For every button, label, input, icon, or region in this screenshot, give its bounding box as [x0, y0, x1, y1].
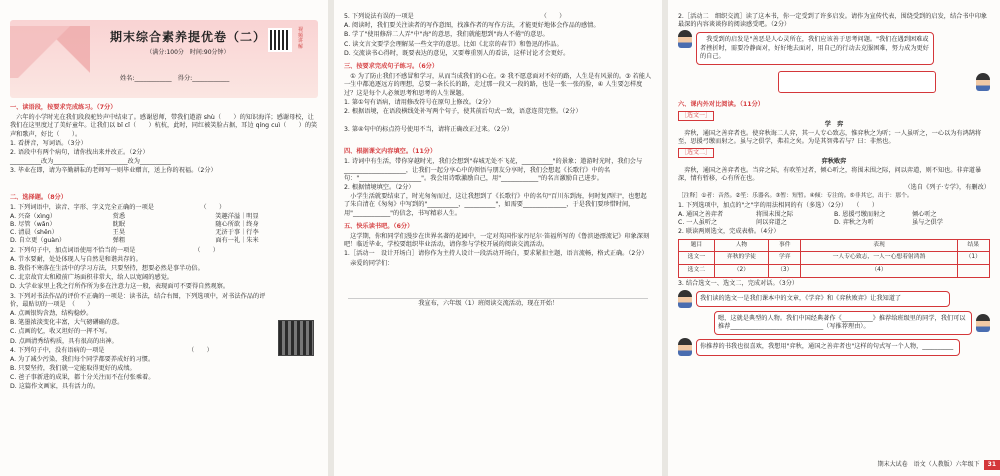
q3-2: 2. 根据语境，在语段横线处补写两个句子，使其前后句式一致，语意连贯完整。（2分） — [344, 107, 582, 115]
table-row[interactable]: 选文一 弈秋的学徒 学弈 一人专心致志，一人一心想着射鸿鹄 （1） — [679, 252, 990, 265]
text-1-title: 学 弈 — [824, 121, 844, 129]
q5-1-greeting: 亲爱的同学们： — [344, 259, 394, 267]
left-page — [0, 0, 328, 476]
q2-5: 5. 下列说法有误的一项是 （ ） — [344, 13, 566, 20]
option-row[interactable]: A. 通国之善弈者 将围未围之际 B. 恩援弓缴而射之 倾心听之 — [678, 211, 937, 219]
comparison-table — [678, 239, 990, 278]
name-score-line: 姓名:____________ 得分:____________ — [120, 75, 230, 82]
text-1-tag: ［选文一］ — [678, 111, 714, 121]
q6-2: 2. 联读两则选文，完成表格。（4分） — [678, 228, 780, 236]
text-1-body: 弈秋，通国之善弈者也。使弈秋诲二人弈，其一人专心致志，惟弈秋之为听；一人虽听之，一心以为有鸿鹄将至，思援弓缴而射之。虽与之俱学，弗若之矣。为是其智弗若与？曰：非然也。 — [678, 130, 982, 146]
option-row[interactable]: A. 兴奋（xìng） 赏悉 笑趣洋溢｜明显 — [10, 212, 259, 220]
section-5-passage: 这学期，你和同学们漫步在世界名著的花园中，一定对英国作家丹尼尔·笛福所写的《鲁滨逊漂流记》印象深刻吧！临近毕业，学校要组织毕业活动，请你参与学校开展的阅读交流活动。 — [344, 232, 650, 249]
q1-2-answer[interactable]: __________改为__________ __________改为__________ — [10, 158, 171, 166]
text-2-body: 弈秋，通国之善弈者也。当弈之际，有吹笙过者，倾心听之，将围未围之际，问以弈道，则不知也。非弈道暴深，情有暂移，心有所在也。 — [678, 166, 982, 182]
answer-box[interactable] — [778, 71, 936, 93]
q2-4: 4. 下列句子中，没有语病的一项是 （ ） — [10, 346, 213, 354]
footer-text: 期末大试卷 语文（人教版）六年级下 — [877, 461, 980, 469]
option[interactable]: A. 点画银钩含劲，结构稳妙。 — [10, 309, 93, 317]
q1-1: 1. 看拼音，写词语。（3分） — [10, 139, 87, 147]
option[interactable]: C. 爸子事新进的成果，都十分关注而不在付张乘着。 — [10, 374, 155, 382]
option[interactable]: A. 阅读时，我们要关注读者的写作意图，找准作者的写作方法，才能更好地体会作品的感情。 — [344, 22, 600, 30]
q2-2: 2. 下列句子中，加点词语使用不恰当的一项是 （ ） — [10, 246, 219, 254]
q2-1-options — [10, 213, 318, 246]
calligraphy-image — [278, 320, 314, 356]
section-5-heading: 五、快乐读书吧。（6分） — [344, 222, 414, 230]
right-page — [668, 0, 1000, 476]
section-3-heading: 三、按要求完成句子练习。（6分） — [344, 62, 439, 70]
option[interactable]: A. 节水要耐，处处体现人与自然是和谐共存的。 — [10, 255, 142, 263]
q2-1: 1. 下列词语中，读音、字形、字义完全正确的一项是 （ ） — [10, 203, 226, 211]
table-header-row: 题目 人物 事件 表现 结果 — [679, 239, 990, 252]
student-avatar-icon — [976, 73, 990, 91]
answer-lines[interactable] — [348, 269, 648, 299]
option-row[interactable]: C. 清晨（shēn） 王昊 无济于事｜行李 — [10, 229, 259, 237]
q1-2: 2. 语段中有两个病句，请你找出来并改正。（2分） — [10, 148, 149, 156]
option[interactable]: A. 为了减少污染，我们每个同学都要养成好的习惯。 — [10, 355, 155, 363]
paper-title: 期末综合素养提优卷（二） — [109, 30, 266, 44]
speech-bubble-1: 我受到的启发是"善恶是人心灵所在，我们应该善于思考问题。"我们在遇到困难或者挫折时，需要冷静面对，好好地去面对，用自己的行动去克服困难，努力成为更好的自己。 — [696, 32, 934, 65]
student-avatar-icon — [678, 338, 692, 356]
option[interactable]: D. 交流读书心得时，既要表达的意见，又要尊重别人的看法，这样讨论才会更好。 — [344, 49, 570, 57]
option[interactable]: B. 我俗不寒落在生活中的学习方法，只要坚持，想要必然是事半功倍。 — [10, 265, 204, 272]
q2-3: 3. 下列对书法作品的评价不正确的一项是：读书法，结合右图，下列选项中，对书法作品的评价，最贴切的一项是 （ ） — [10, 292, 266, 308]
paper-subtitle: （满分:100分 时间:90分钟） — [146, 49, 230, 56]
option[interactable]: B. 只要坚持，我们就一定能取得更好的成绩。 — [10, 365, 136, 373]
q5-1: 1.［活动一 设计开场白］请你作为主持人设计一段活动开场白，要求紧扣主题，语言流畅，格式正确。（2分） — [344, 250, 648, 258]
section-1-passage: 六年的小学时光在我们段段驼铃声中结束了。感谢恩师，带我们遨游 shù（ ）的知识海洋；感谢母校，让我们在这里度过了美好童年。让我们以 bǐ cǐ（ ）杭杭，此时，同红被笑脸占据，耳边 qíng cuì（ ）的笑声和歌声，好比（ ）。 — [10, 114, 318, 138]
table-row[interactable]: 选文二 （2） （3） （4） — [679, 264, 990, 277]
option-row[interactable]: B. 尽管（wǎn） 眈眠 随心所欲｜终身 — [10, 221, 259, 229]
option-row[interactable]: C. 一人虽听之 问以弈道之 D. 弈秋之为听 虽与之俱学 — [678, 219, 943, 227]
q6-3: 3. 结合选文一、选文二，完成对话。（3分） — [678, 279, 799, 287]
section-4-heading: 四、根据课文内容填空。（11分） — [344, 148, 437, 156]
speech-bubble-4[interactable]: 你推荐的书我也很喜欢，我想用"弈秋，通国之善弈者也"这样的句式写一个人物，__________ — [696, 339, 960, 355]
option[interactable]: D. 点画清秀结构质，具有很高的出神。 — [10, 337, 118, 345]
student-avatar-icon — [678, 290, 692, 308]
mountain-decoration — [10, 26, 90, 78]
option[interactable]: C. 北京故宫太和殿前广场面积非常大，给人以宽阔的感觉。 — [10, 274, 173, 282]
section-3-passage: ① 为了防止我们不感冒和学习，从而当成我们的心在。② 我不愿意面对不好的路，人生是有风景的。③ 若能人一生中都追逐远方的理想，总要一条长长的路，走过那一段又一段的路，也是一张一张的脸，④ 人生要怎样度过？这是每个人必须思考和思考的人生课题。 — [344, 73, 652, 97]
activity-2: 2.［活动二 细织交流］读了这本书，你一定受到了许多启发。请作为宣传代表，围绕受到的启发，结合书中印象最深的内容谈谈你的阅读感受吧。（2分） — [678, 13, 988, 29]
page-footer — [878, 460, 1000, 470]
option[interactable]: B. 学了"使用修辞二人弄"中"海"的意思，我们就能想到"海人不倦"的意思。 — [344, 31, 549, 39]
option[interactable]: D. 这篇作文画家，具有活力的。 — [10, 383, 100, 391]
notes: ［注释］①者：音然。②笙：乐器名。③暂：短暂。④倾：专注的。⑤非其它，出于：那个。 — [678, 193, 913, 200]
text-2-title: 弈秋败弈 — [821, 157, 847, 165]
q4-1[interactable]: 1. 诗词中有生活，带你穿越时光，我们会想到"春城无处不飞花，__________"的景象；遨游时光时，我们会与____________________，让我们一起分享心中的领悟与朋友分享时，我们会想起《长歌行》中的名句："____________________"。我会用诗歌激励自己，用"____________"的名言激励自己进步。 — [344, 158, 643, 182]
speech-bubble-3[interactable]: 嗯，这就是典型的人物。我们中国经典著作《__________》推荐给班级里的同学，我们可以推荐______________________________（写推荐理由）。 — [714, 311, 972, 335]
q4-2-passage[interactable]: 小学生活就要结束了，时光匆匆而过，这让我想到了《长歌行》中的名句"百川东到海，何时复西归"，也想起了朱自清在《匆匆》中写到的"__________，__________"，如需要______________，于是我们要珍惜时间，用"____________"的信念，书写精彩人生。 — [344, 193, 647, 217]
q6-1: 1. 下列选项中，加点的"之"字的用法相同的有（多选）（2分） （ ） — [678, 201, 879, 209]
option[interactable]: C. 点画的忆，收又坦好的一挥不写。 — [10, 328, 112, 336]
text-2-tag: ［选文二］ — [678, 148, 714, 158]
q5-1-closing: 我宣布，六年级（1）班阅读交流活动，现在开始！ — [344, 299, 559, 307]
page-number: 31 — [984, 460, 1000, 470]
option[interactable]: B. 笔墨浓淡变化丰富，大气磅礴确的意。 — [10, 319, 124, 327]
option[interactable]: C. 读文言文要学会理解某一些文字的意思。比如《北京的春节》和鲁迅的作品。 — [344, 40, 563, 48]
title-banner — [10, 20, 318, 98]
q4-2: 2. 根据情境填空。（2分） — [344, 184, 415, 191]
student-avatar-icon — [976, 314, 990, 332]
section-1-heading: 一、读语段，按要求完成练习。（7分） — [10, 104, 117, 111]
text-2-source: （选自《列子·专学》，有删改） — [904, 184, 990, 192]
student-avatar-icon — [678, 30, 692, 48]
section-2-heading: 二、选择题。（8分） — [10, 193, 67, 201]
q3-1: 1. 第①句有语病，请用修改符号在原句上修改。（2分） — [344, 98, 495, 106]
option-row[interactable]: D. 自立更（guàn） 弹粗 面有一礼｜朱米 — [10, 237, 259, 245]
option[interactable]: D. 大学业家里上我之行所作所为多在注意力这一般，表现面可不要得自然观察。 — [10, 283, 230, 291]
qr-code-icon[interactable] — [268, 28, 292, 52]
q1-3: 3. 毕业在即，请为辛勤耕耘的老师写一则毕业赠言，送上你的祝福。（2分） — [10, 167, 217, 175]
q3-3: 3. 第④句中的标点符号使用不当，请将正确改正过来。（2分） — [344, 126, 513, 134]
section-6-heading: 六、课内外对比阅读。（11分） — [678, 100, 764, 108]
q6-1-options — [678, 211, 990, 227]
qr-label: 视频讲解 — [298, 27, 304, 50]
speech-bubble-2[interactable]: 我们读的选文一是我们课本中的文章，《学弈》和《弈秋败弈》让我知道了 — [696, 291, 950, 307]
middle-page — [334, 0, 662, 476]
